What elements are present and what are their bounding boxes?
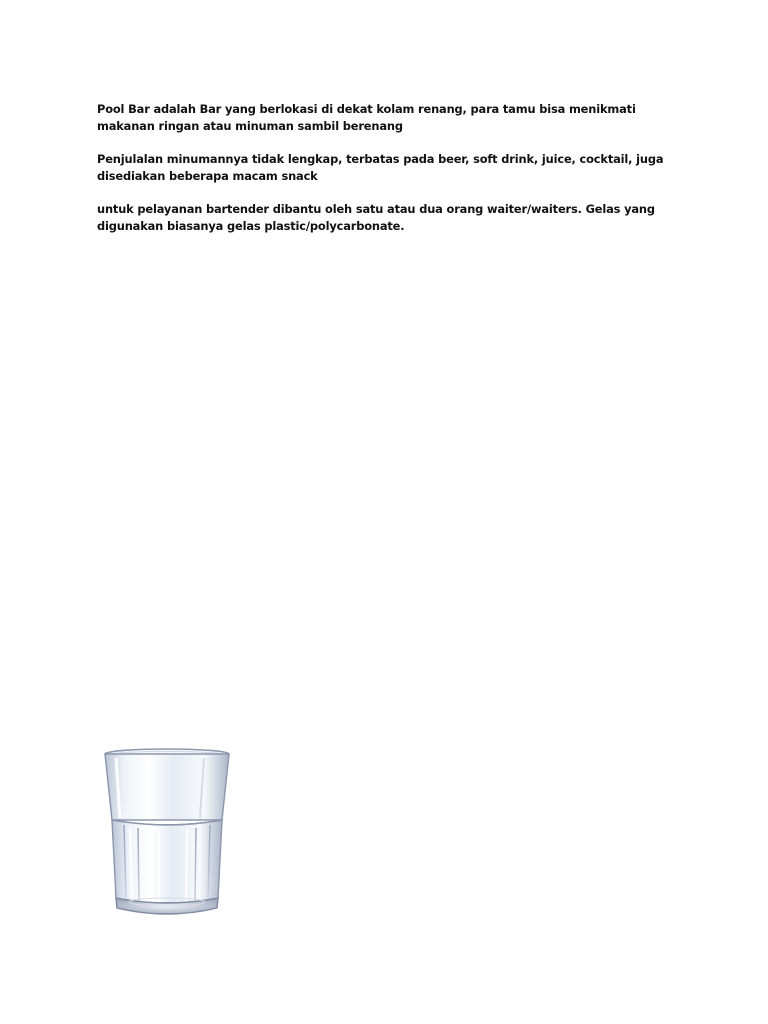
polycarbonate-tumbler-glass-icon bbox=[86, 732, 264, 928]
tumbler-glass-image bbox=[86, 732, 264, 928]
paragraph-service-glassware: untuk pelayanan bartender dibantu oleh satu atau dua orang waiter/waiters. Gelas yang digunakan biasanya gelas plastic/polycarbonate. bbox=[97, 202, 655, 233]
body-text bbox=[97, 101, 697, 251]
paragraph-drink-sales: Penjulalan minumannya tidak lengkap, terbatas pada beer, soft drink, juice, cocktail, juga disediakan beberapa macam snack bbox=[97, 152, 664, 183]
paragraph-pool-bar-definition: Pool Bar adalah Bar yang berlokasi di dekat kolam renang, para tamu bisa menikmati makanan ringan atau minuman sambil berenang bbox=[97, 102, 636, 133]
